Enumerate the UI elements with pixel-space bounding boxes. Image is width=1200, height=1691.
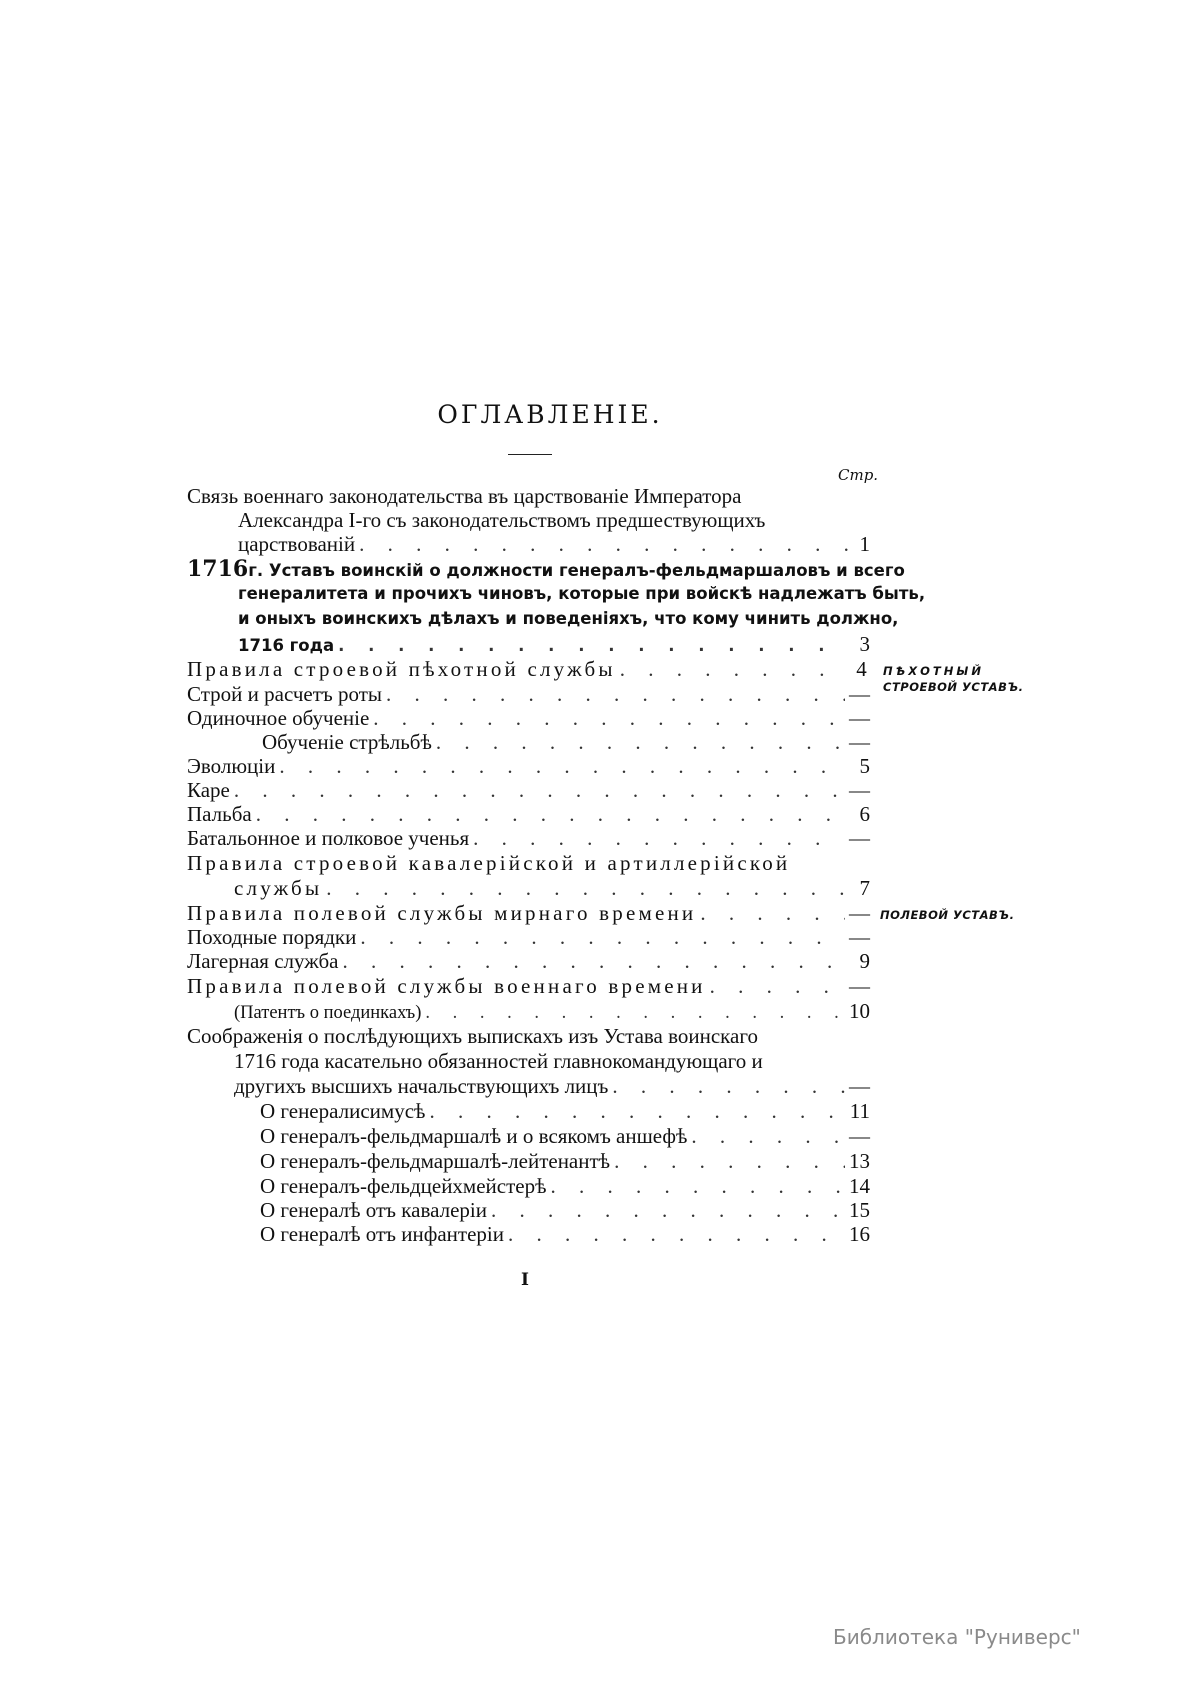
- toc-line: [187, 753, 870, 779]
- toc-page-number: 7: [859, 876, 870, 900]
- page-title: ОГЛАВЛЕНІЕ.: [437, 400, 663, 429]
- toc-page-number: —: [849, 778, 870, 802]
- page-column-label: Стр.: [838, 466, 879, 484]
- toc-entry-text: О генералъ-фельдцейхмейстерѣ: [260, 1174, 547, 1198]
- toc-line: [187, 900, 870, 926]
- toc-line: [234, 1048, 870, 1074]
- toc-line: [234, 998, 870, 1024]
- toc-line: [187, 681, 870, 707]
- toc-entry-text: Пальба: [187, 802, 252, 826]
- leader-dots: [508, 1221, 845, 1247]
- leader-dots: [612, 1073, 845, 1099]
- toc-page-number: 13: [849, 1149, 870, 1173]
- toc-line: [187, 948, 870, 974]
- leader-dots: [386, 681, 845, 707]
- toc-page-number: —: [849, 925, 870, 949]
- toc-line: [187, 556, 905, 582]
- toc-line: [238, 531, 870, 557]
- leader-dots: [614, 1148, 845, 1174]
- toc-entry-text: О генералъ-фельдмаршалѣ-лейтенантѣ: [260, 1149, 611, 1173]
- leader-dots: [473, 825, 845, 851]
- toc-line: [187, 924, 870, 950]
- title-rule: [508, 454, 552, 455]
- leader-dots: [373, 705, 845, 731]
- toc-page-number: —: [849, 1074, 870, 1098]
- margin-note-line: ПѢХОТНЫЙ: [883, 664, 984, 678]
- toc-line: [187, 777, 870, 803]
- toc-page-number: 1: [859, 532, 870, 556]
- toc-page-number: —: [849, 901, 870, 925]
- toc-entry-text: Соображенія о послѣдующихъ выпискахъ изъ Устава воинскаго: [187, 1024, 758, 1048]
- toc-line: [187, 801, 870, 827]
- toc-entry-text: Походные порядки: [187, 925, 357, 949]
- toc-page-number: —: [849, 974, 870, 998]
- toc-entry-text: службы: [234, 876, 323, 900]
- toc-entry-text: Александра I-го съ законодательствомъ предшествующихъ: [238, 508, 766, 532]
- toc-entry-text: 1716 года: [238, 636, 335, 655]
- toc-line: [260, 1148, 870, 1174]
- toc-page-number: 16: [849, 1222, 870, 1246]
- toc-line: [234, 1073, 870, 1099]
- toc-page-number: —: [849, 706, 870, 730]
- margin-note-line: ПОЛЕВОЙ УСТАВЪ.: [880, 908, 1015, 922]
- toc-entry-text: 1716 года касательно обязанностей главнокомандующаго и: [234, 1049, 763, 1073]
- leader-dots: [491, 1197, 845, 1223]
- toc-entry-text: О генералъ-фельдмаршалѣ и о всякомъ аншефѣ: [260, 1124, 688, 1148]
- leader-dots: [700, 900, 845, 926]
- toc-entry-year: 1716: [187, 556, 249, 582]
- toc-entry-text: (Патентъ о поединкахъ): [234, 1003, 422, 1023]
- toc-entry-text: Строй и расчетъ роты: [187, 682, 383, 706]
- margin-note-field: [880, 907, 1014, 923]
- toc-entry-text: царствованій: [238, 532, 356, 556]
- toc-entry-text: генералитета и прочихъ чиновъ, которые при войскѣ надлежатъ быть,: [238, 584, 926, 603]
- toc-line: [260, 1197, 870, 1223]
- toc-page-number: 14: [849, 1174, 870, 1198]
- toc-page-number: 5: [859, 754, 870, 778]
- toc-page-number: —: [849, 730, 870, 754]
- toc-page-number: 9: [859, 949, 870, 973]
- leader-dots: [256, 801, 848, 827]
- toc-line: [238, 507, 870, 533]
- toc-entry-text: другихъ высшихъ начальствующихъ лицъ: [234, 1074, 609, 1098]
- leader-dots: [279, 753, 848, 779]
- toc-entry-text: Связь военнаго законодательства въ царствованіе Императора: [187, 484, 742, 508]
- leader-dots: [429, 1098, 845, 1124]
- toc-line: [187, 1023, 870, 1049]
- leader-dots: [342, 948, 848, 974]
- leader-dots: [620, 656, 848, 682]
- toc-entry-text: Лагерная служба: [187, 949, 339, 973]
- toc-line: [187, 483, 870, 509]
- toc-line: [187, 656, 870, 682]
- toc-entry-text: Правила полевой службы мирнаго времени: [187, 901, 697, 925]
- toc-page-number: 3: [859, 632, 870, 656]
- toc-entry-text: О генералѣ отъ инфантеріи: [260, 1222, 504, 1246]
- toc-entry-text: Каре: [187, 778, 230, 802]
- toc-entry-text: Правила полевой службы военнаго времени: [187, 974, 706, 998]
- page-folio: I: [521, 1270, 529, 1290]
- toc-entry-text: О генералѣ отъ кавалеріи: [260, 1198, 488, 1222]
- leader-dots: [234, 777, 845, 803]
- toc-page-number: —: [849, 682, 870, 706]
- toc-page-number: —: [849, 826, 870, 850]
- toc-line: [187, 825, 870, 851]
- toc-line: [187, 973, 870, 999]
- toc-entry-text: и оныхъ воинскихъ дѣлахъ и поведеніяхъ, что кому чинить должно,: [238, 609, 899, 628]
- toc-line: [262, 729, 870, 755]
- toc-line: [234, 875, 870, 901]
- leader-dots: [326, 875, 848, 901]
- toc-line: [238, 631, 870, 657]
- toc-line: [238, 606, 899, 632]
- margin-note-infantry: [883, 663, 1024, 695]
- toc-entry-text: Батальонное и полковое ученья: [187, 826, 470, 850]
- toc-line: [187, 705, 870, 731]
- toc-entry-text: Правила строевой кавалерійской и артиллерійской: [187, 851, 791, 875]
- toc-page-number: —: [849, 1124, 870, 1148]
- leader-dots: [551, 1173, 845, 1199]
- toc-line: [260, 1098, 870, 1124]
- leader-dots: [436, 729, 845, 755]
- toc-page-number: 4: [856, 657, 870, 681]
- toc-page-number: 10: [849, 999, 870, 1023]
- toc-page-number: 6: [859, 802, 870, 826]
- toc-line: [260, 1123, 870, 1149]
- toc-line: [238, 581, 926, 607]
- leader-dots: [691, 1123, 845, 1149]
- toc-entry-text: О генералисимусѣ: [260, 1099, 426, 1123]
- toc-page-number: 15: [849, 1198, 870, 1222]
- toc-entry-text: Обученіе стрѣльбѣ: [262, 730, 432, 754]
- toc-entry-text: г. Уставъ воинскій о должности генералъ-фельдмаршаловъ и всего: [248, 561, 905, 580]
- toc-line: [260, 1221, 870, 1247]
- leader-dots: [359, 531, 848, 557]
- library-watermark: Библиотека "Руниверс": [833, 1625, 1081, 1649]
- toc-entry-text: Правила строевой пѣхотной службы: [187, 657, 616, 681]
- toc-entry-text: Эволюціи: [187, 754, 276, 778]
- toc-line: [260, 1173, 870, 1199]
- leader-dots: [710, 973, 845, 999]
- toc-line: [187, 850, 870, 876]
- toc-page-number: 11: [849, 1099, 870, 1123]
- leader-dots: [360, 924, 845, 950]
- toc-entry-text: Одиночное обученіе: [187, 706, 370, 730]
- margin-note-line: СТРОЕВОЙ УСТАВЪ.: [883, 680, 1024, 694]
